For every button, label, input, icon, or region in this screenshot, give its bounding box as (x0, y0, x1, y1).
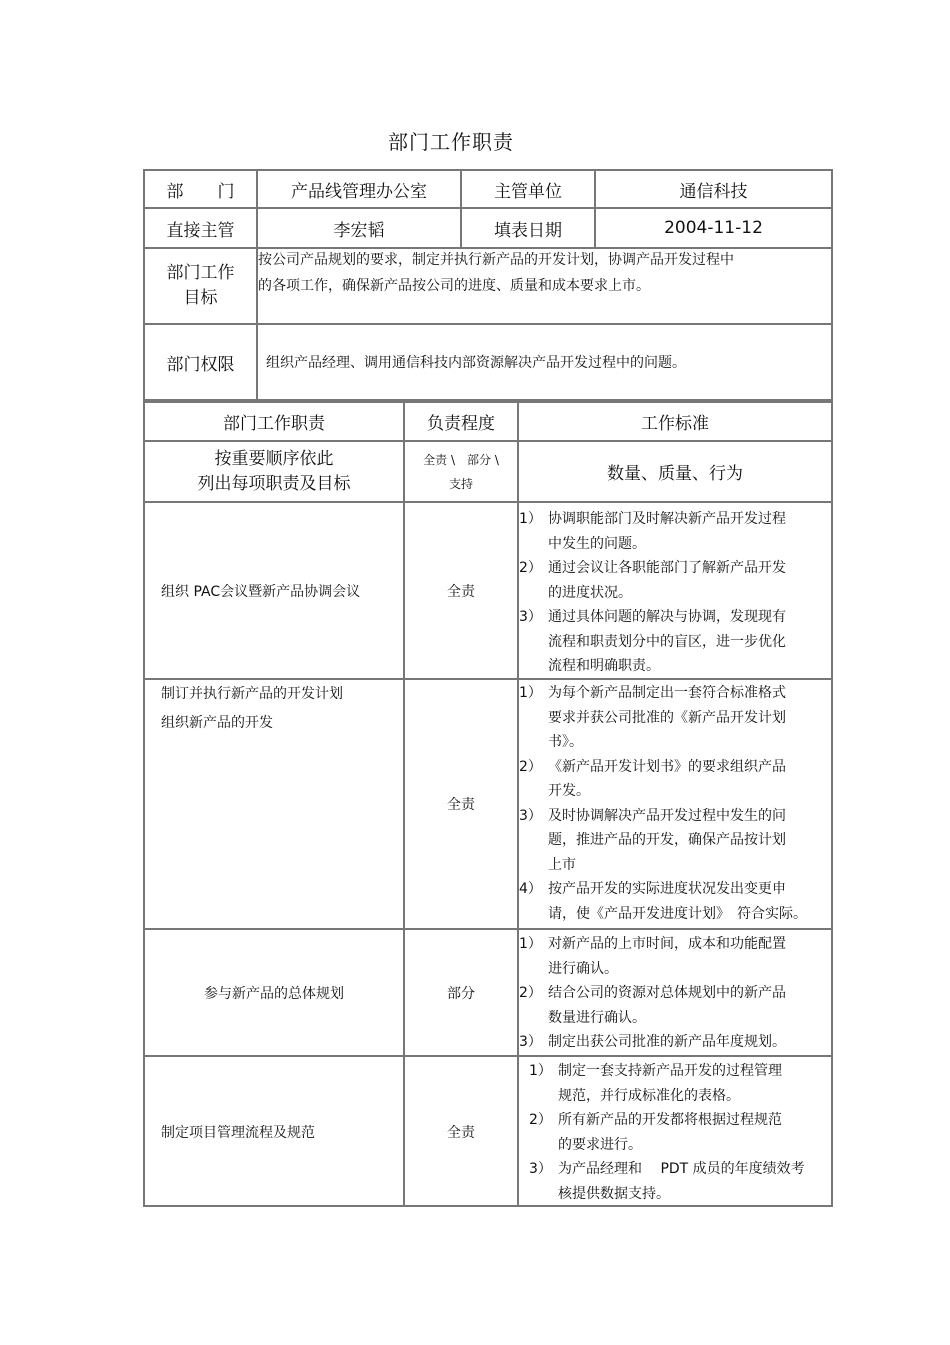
manager-value: 李宏韬 (333, 220, 385, 241)
list-item: 1） 为每个新产品制定出一套符合标准格式 要求并获公司批准的《新产品开发计划 书》。 (519, 685, 786, 750)
unit-label: 主管单位 (494, 181, 562, 202)
list-item: 2） 《新产品开发计划书》的要求组织产品 开发。 (519, 758, 786, 799)
date-label: 填表日期 (494, 220, 562, 241)
col-header-duty: 部门工作职责 (223, 414, 325, 434)
duties-table (143, 401, 833, 1207)
authority-label: 部门权限 (166, 354, 235, 375)
objective-text: 按公司产品规划的要求，制定并执行新产品的开发计划，协调产品开发过程中 的各项工作，确保新产品按公司的进度、质量和成本要求上市。 (258, 252, 734, 294)
sub-header-degree: 全责 \ 部分 \ 支持 (423, 452, 499, 491)
standard-list (529, 1059, 831, 1206)
authority-text: 组织产品经理、调用通信科技内部资源解决产品开发过程中的问题。 (266, 355, 686, 371)
sub-header-standard: 数量、质量、行为 (607, 464, 743, 484)
list-item: 3） 制定出获公司批准的新产品年度规划。 (519, 1034, 786, 1050)
list-item: 2） 通过会议让各职能部门了解新产品开发 的进度状况。 (519, 560, 786, 601)
degree-cell: 全责 (447, 797, 475, 813)
degree-cell: 部分 (447, 985, 475, 1002)
list-item: 1） 协调职能部门及时解决新产品开发过程 中发生的问题。 (519, 511, 786, 552)
list-item: 3） 通过具体问题的解决与协调，发现现有 流程和职责划分中的盲区，进一步优化 流程和明确职责。 (519, 609, 786, 674)
dept-value: 产品线管理办公室 (291, 181, 427, 202)
standard-list (519, 681, 831, 926)
standard-list (519, 507, 831, 679)
header-table (143, 169, 833, 401)
degree-cell: 全责 (447, 1125, 475, 1141)
dept-label: 部 门 (166, 181, 235, 202)
unit-value: 通信科技 (679, 181, 748, 202)
list-item: 3） 及时协调解决产品开发过程中发生的问 题，推进产品的开发，确保产品按计划 上市 (519, 807, 786, 873)
list-item: 4） 按产品开发的实际进度状况发出变更申 请，使《产品开发进度计划》 符合实际。 (519, 881, 807, 922)
list-item: 3） 为产品经理和 PDT 成员的年度绩效考 核提供数据支持。 (529, 1161, 805, 1202)
duty-cell: 制定项目管理流程及规范 (161, 1125, 315, 1141)
duty-cell: 参与新产品的总体规划 (204, 985, 344, 1002)
list-item: 1） 制定一套支持新产品开发的过程管理 规范，并行成标准化的表格。 (529, 1063, 782, 1104)
duty-cell: 制订并执行新产品的开发计划 组织新产品的开发 (161, 686, 343, 731)
standard-list (519, 932, 831, 1055)
degree-cell: 全责 (447, 583, 475, 600)
col-header-standard: 工作标准 (641, 414, 709, 434)
list-item: 2） 所有新产品的开发都将根据过程规范 的要求进行。 (529, 1112, 782, 1153)
duty-cell: 组织 PAC会议暨新产品协调会议 (161, 583, 361, 600)
list-item: 2） 结合公司的资源对总体规划中的新产品 数量进行确认。 (519, 985, 786, 1026)
list-item: 1） 对新产品的上市时间，成本和功能配置 进行确认。 (519, 936, 786, 977)
page-title: 部门工作职责 (388, 130, 514, 154)
objective-label: 部门工作 目标 (166, 263, 235, 308)
manager-label: 直接主管 (166, 220, 235, 241)
col-header-degree: 负责程度 (427, 414, 495, 434)
date-value: 2004-11-12 (664, 218, 763, 238)
sub-header-duty: 按重要顺序依此 列出每项职责及目标 (197, 448, 351, 494)
